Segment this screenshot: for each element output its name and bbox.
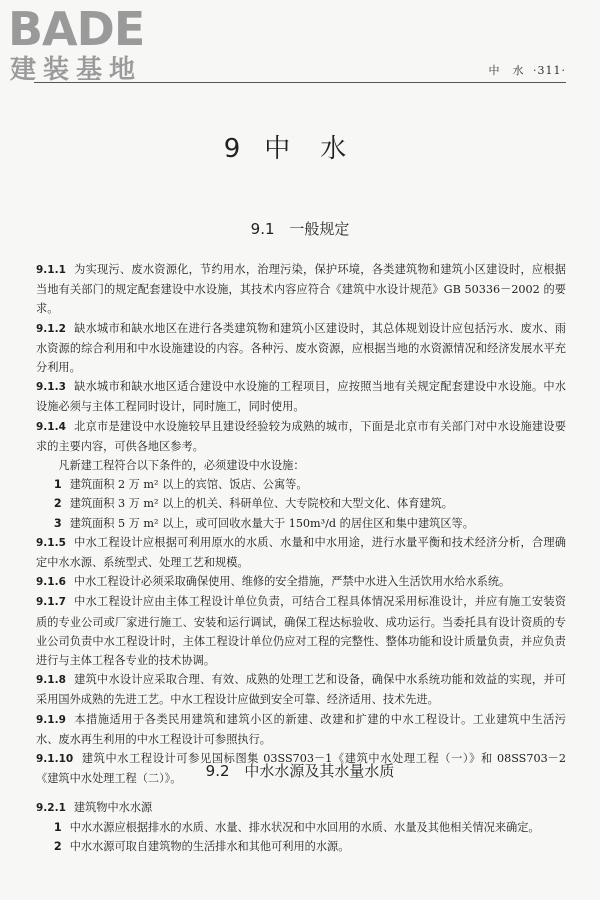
clause-text: 本措施适用于各类民用建筑和建筑小区的新建、改建和扩建的中水工程设计。工业建筑中生活污水、废水再生利用的中水工程设计可参照执行。 bbox=[36, 712, 566, 746]
list-item bbox=[36, 818, 566, 837]
clause-text: 建筑中水工程设计可参见国标图集 03SS703－1《建筑中水处理工程（一）》和 08SS703－2《建筑中水处理工程（二）》。 bbox=[36, 752, 566, 786]
item-number: 1 bbox=[53, 478, 62, 492]
page-number: ·311· bbox=[533, 64, 566, 77]
logo bbox=[8, 4, 178, 90]
clause-number: 9.1.6 bbox=[36, 576, 66, 589]
clause-text: 建筑物中水水源 bbox=[73, 801, 153, 814]
item-number: 3 bbox=[53, 516, 62, 530]
chapter-title-text: 中水 bbox=[264, 134, 377, 164]
clause-text: 为实现污、废水资源化，节约用水，治理污染，保护环境，各类建筑物和建筑小区建设时，应根据当地有关部门的规定配套建设中水设施，其技术内容应符合《建筑中水设计规范》GB 50336－2002 的要求。 bbox=[36, 263, 566, 316]
clause bbox=[36, 572, 566, 592]
section-number: 9.2 bbox=[205, 762, 230, 780]
logo-chinese-text: 建装基地 bbox=[10, 55, 143, 85]
item-text: 建筑面积 2 万 m² 以上的宾馆、饭店、公寓等。 bbox=[69, 478, 308, 492]
list-item bbox=[36, 514, 566, 533]
logo-wordmark: BADE bbox=[8, 2, 145, 56]
clause-text: 缺水城市和缺水地区适合建设中水设施的工程项目，应按照当地有关规定配套建设中水设施。中水设施必须与主体工程同时设计，同时施工，同时使用。 bbox=[36, 380, 566, 414]
clause-number: 9.1.7 bbox=[36, 596, 66, 609]
clause-text: 北京市是建设中水设施较早且建设经验较为成熟的城市，下面是北京市有关部门对中水设施建设要求的主要内容，可供各地区参考。 bbox=[36, 419, 566, 453]
clause-text: 中水工程设计应由主体工程设计单位负责，可结合工程具体情况采用标准设计，并应有施工安装资质的专业公司或厂家进行施工、安装和运行调试，确保工程达标验收、成功运行。当委托具有设计资质的专业公司负责中水工程设计时，主体工程设计单位仍应对工程的完整性、整体功能和设计质量负责，并应负责进行与主体工程各专业的技术协调。 bbox=[36, 595, 566, 668]
list-item bbox=[36, 494, 566, 513]
clause bbox=[36, 710, 566, 749]
list-item bbox=[36, 837, 566, 856]
list-intro: 凡新建工程符合以下条件的，必须建设中水设施： bbox=[58, 459, 305, 473]
clause bbox=[36, 670, 566, 709]
list-item bbox=[36, 475, 566, 494]
section-title-9-1 bbox=[0, 218, 600, 239]
section-number: 9.1 bbox=[250, 220, 275, 238]
running-head-title: 中 水 bbox=[488, 64, 525, 77]
item-number: 2 bbox=[53, 840, 62, 854]
clause bbox=[36, 319, 566, 378]
section-title-text: 一般规定 bbox=[289, 220, 350, 238]
item-number: 1 bbox=[53, 821, 62, 835]
item-text: 中水水源可取自建筑物的生活排水和其他可利用的水源。 bbox=[69, 840, 350, 854]
clause-text: 中水工程设计必须采取确保使用、维修的安全措施，严禁中水进入生活饮用水给水系统。 bbox=[73, 575, 511, 589]
clause-number: 9.1.4 bbox=[36, 420, 66, 433]
clause-number: 9.1.5 bbox=[36, 536, 66, 549]
section-title-text: 中水水源及其水量水质 bbox=[244, 762, 395, 780]
header-rule bbox=[34, 82, 566, 83]
clause-text: 建筑中水设计应采取合理、有效、成熟的处理工艺和设备，确保中水系统功能和效益的实现，并可采用国外成熟的先进工艺。中水工程设计应做到安全可靠、经济适用、技术先进。 bbox=[36, 673, 566, 707]
clause bbox=[36, 533, 566, 572]
clause bbox=[36, 377, 566, 416]
section-title-9-2 bbox=[0, 760, 600, 781]
clause-number: 9.1.10 bbox=[36, 753, 74, 766]
running-head bbox=[489, 62, 567, 78]
item-text: 建筑面积 3 万 m² 以上的机关、科研单位、大专院校和大型文化、体育建筑。 bbox=[69, 497, 453, 511]
section-9-1-body bbox=[36, 260, 566, 788]
clause bbox=[36, 260, 566, 319]
item-text: 建筑面积 5 万 m² 以上，或可回收水量大于 150m³/d 的居住区和集中建筑区等。 bbox=[69, 516, 474, 530]
chapter-title bbox=[0, 128, 600, 165]
clause bbox=[36, 592, 566, 670]
clause-number: 9.2.1 bbox=[36, 802, 66, 814]
clause-text: 中水工程设计应根据可利用原水的水质、水量和中水用途，进行水量平衡和技术经济分析，合理确定中水水源、系统型式、处理工艺和规模。 bbox=[36, 535, 566, 570]
clause-number: 9.1.3 bbox=[36, 381, 66, 394]
clause bbox=[36, 417, 566, 456]
clause bbox=[36, 798, 566, 818]
clause-number: 9.1.9 bbox=[36, 713, 66, 726]
clause-text: 缺水城市和缺水地区在进行各类建筑物和建筑小区建设时，其总体规划设计应包括污水、废水、雨水资源的综合利用和中水设施建设的内容。各种污、废水资源，应根据当地的水资源情况和经济发展水平充分利用。 bbox=[36, 321, 566, 375]
item-number: 2 bbox=[53, 497, 62, 511]
clause-number: 9.1.1 bbox=[36, 264, 66, 276]
clause-number: 9.1.2 bbox=[36, 322, 66, 335]
section-9-2-body bbox=[36, 798, 566, 857]
clause-number: 9.1.8 bbox=[36, 674, 66, 687]
item-text: 中水水源应根据排水的水质、水量、排水状况和中水回用的水质、水量及其他相关情况来确定。 bbox=[69, 821, 540, 835]
chapter-number: 9 bbox=[223, 134, 247, 164]
